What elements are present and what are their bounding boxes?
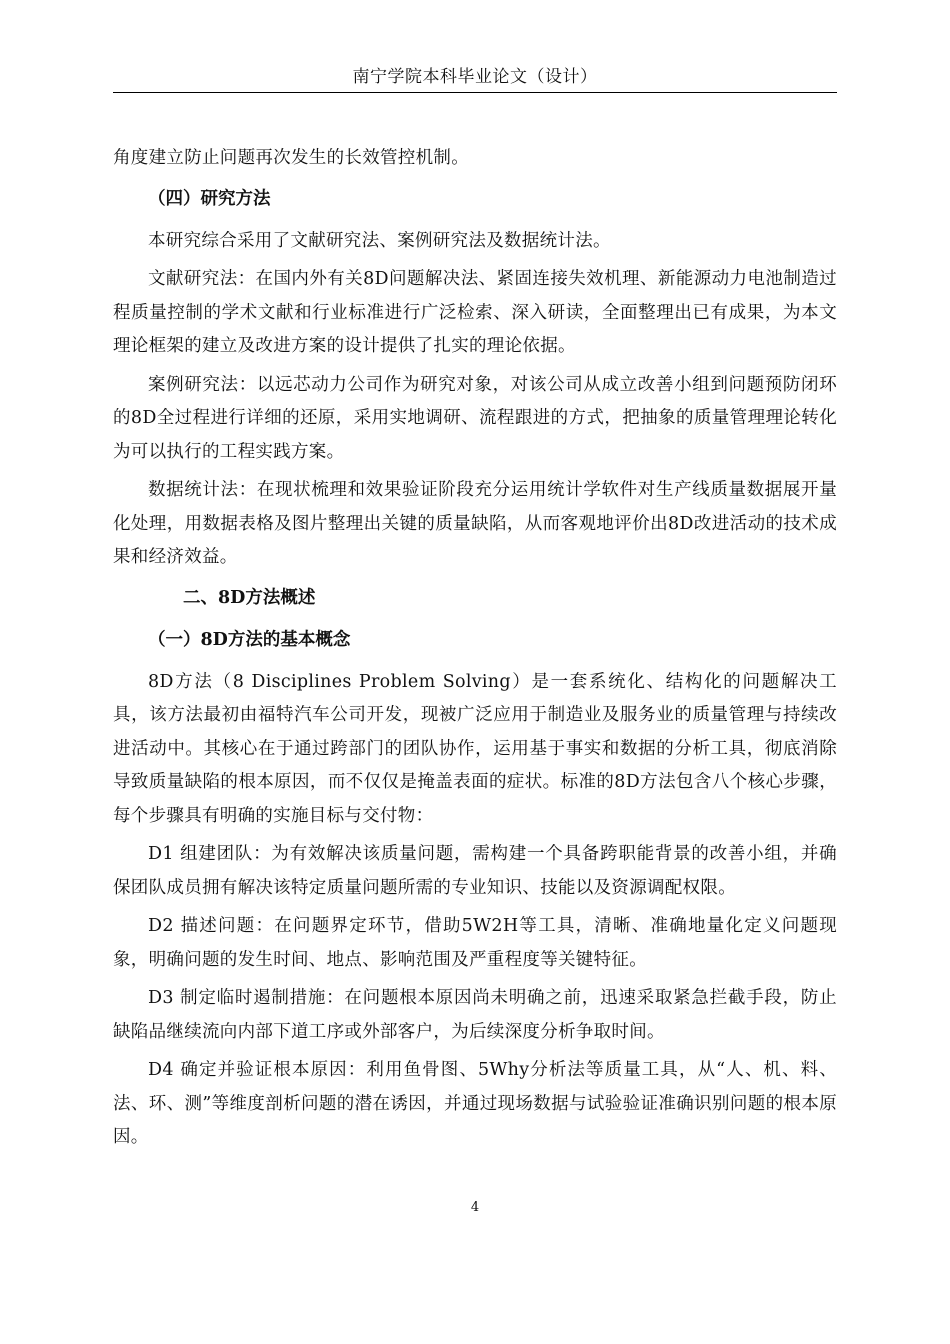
paragraph-8d-definition: 8D方法（8 Disciplines Problem Solving）是一套系统化、结构化的问题解决工具，该方法最初由福特汽车公司开发，现被广泛应用于制造业及服务业的质量管理与持续改进活动中。其核心在于通过跨部门的团队协作，运用基于事实和数据的分析工具，彻底消除导致质量缺陷的根本原因，而不仅仅是掩盖表面的症状。标准的8D方法包含八个核心步骤，每个步骤具有明确的实施目标与交付物： <box>113 671 837 826</box>
section-heading-8d-concept: （一）8D方法的基本概念 <box>148 629 351 650</box>
paragraph-statistics-method: 数据统计法：在现状梳理和效果验证阶段充分运用统计学软件对生产线质量数据展开量化处理，用数据表格及图片整理出关键的质量缺陷，从而客观地评价出8D改进活动的技术成果和经济效益。 <box>113 480 837 567</box>
running-header: 南宁学院本科毕业论文（设计） <box>352 67 598 87</box>
paragraph-d2: D2 描述问题：在问题界定环节，借助5W2H等工具，清晰、准确地量化定义问题现象，明确问题的发生时间、地点、影响范围及严重程度等关键特征。 <box>113 916 837 970</box>
paragraph-case-method: 案例研究法：以远芯动力公司作为研究对象，对该公司从成立改善小组到问题预防闭环的8D全过程进行详细的还原，采用实地调研、流程跟进的方式，把抽象的质量管理理论转化为可以执行的工程实践方案。 <box>113 374 837 462</box>
paragraph-d1: D1 组建团队：为有效解决该质量问题，需构建一个具备跨职能背景的改善小组，并确保团队成员拥有解决该特定质量问题所需的专业知识、技能以及资源调配权限。 <box>113 844 837 898</box>
paragraph-methods-intro: 本研究综合采用了文献研究法、案例研究法及数据统计法。 <box>148 230 611 251</box>
page-number: 4 <box>470 1200 480 1215</box>
section-heading-research-methods: （四）研究方法 <box>148 188 271 209</box>
paragraph-d4: D4 确定并验证根本原因：利用鱼骨图、5Why分析法等质量工具，从“人、机、料、法、环、测”等维度剖析问题的潜在诱因，并通过现场数据与试验验证准确识别问题的根本原因。 <box>113 1060 837 1147</box>
page-body <box>113 142 837 1160</box>
header-rule <box>113 92 837 93</box>
paragraph-continuation: 角度建立防止问题再次发生的长效管控机制。 <box>113 148 469 168</box>
chapter-heading-8d-overview: 二、8D方法概述 <box>183 587 316 608</box>
paragraph-d3: D3 制定临时遏制措施：在问题根本原因尚未明确之前，迅速采取紧急拦截手段，防止缺陷品继续流向内部下道工序或外部客户，为后续深度分析争取时间。 <box>113 988 837 1042</box>
paragraph-literature-method: 文献研究法：在国内外有关8D问题解决法、紧固连接失效机理、新能源动力电池制造过程质量控制的学术文献和行业标准进行广泛检索、深入研读，全面整理出已有成果，为本文理论框架的建立及改进方案的设计提供了扎实的理论依据。 <box>113 269 837 356</box>
